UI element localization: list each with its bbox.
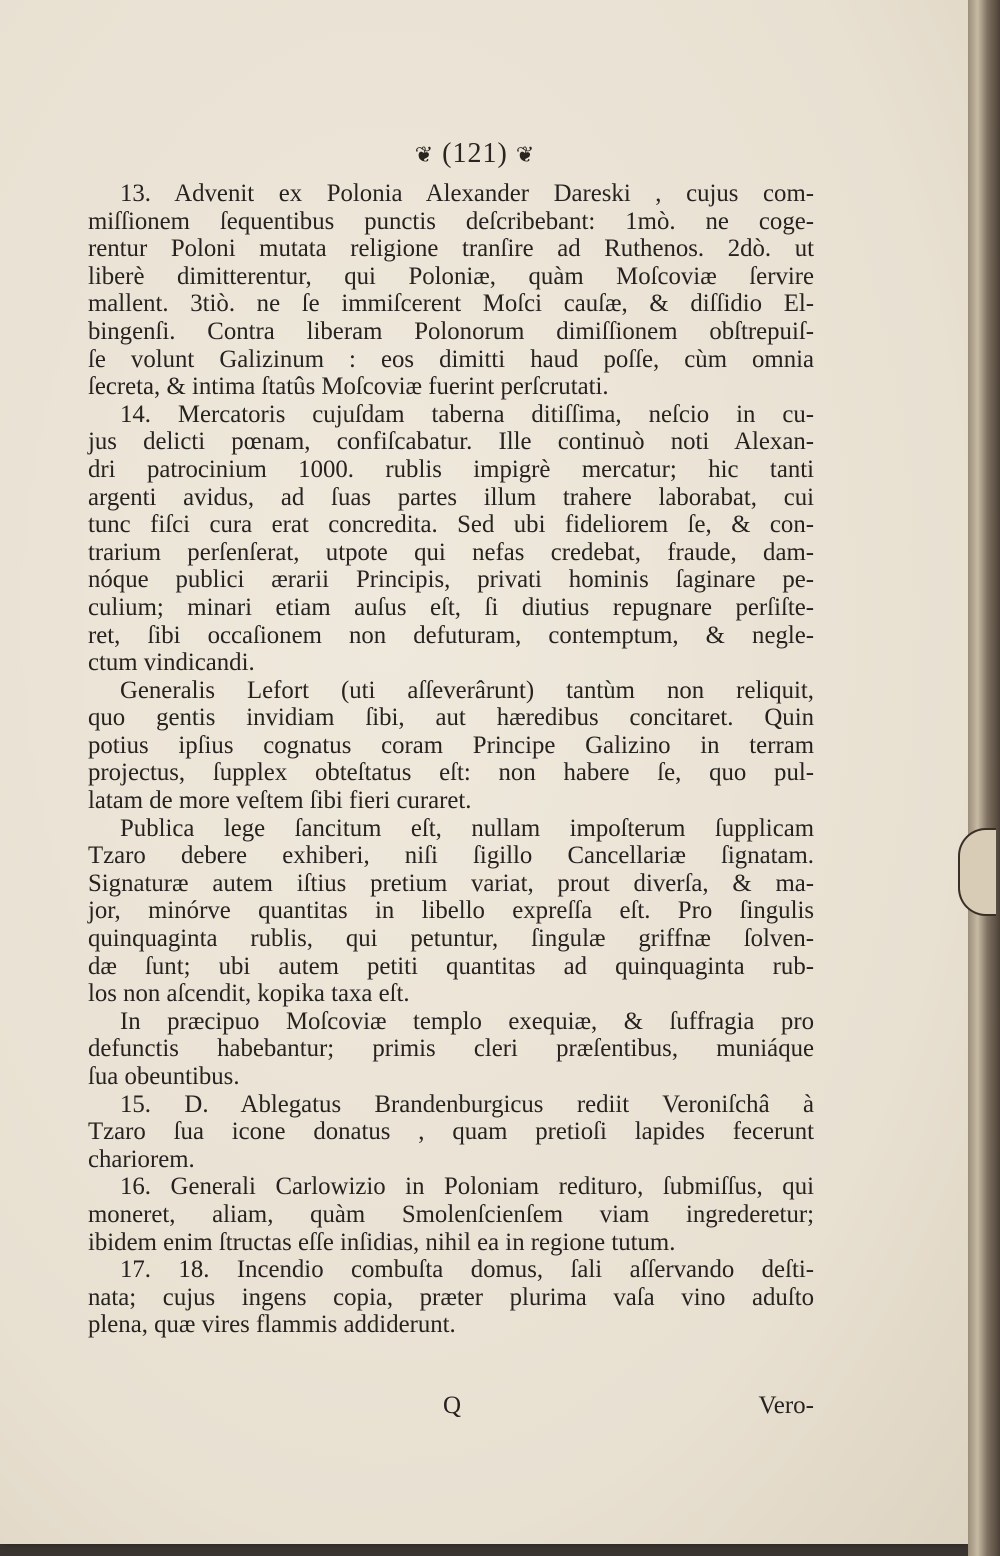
text-line: moneret, aliam, quàm Smolenſcienſem viam ingrederetur;	[88, 1200, 814, 1228]
text-line: Publica lege ſancitum eſt, nullam impoſterum ſupplicam	[120, 814, 814, 842]
text-line: 16. Generali Carlowizio in Poloniam redituro, ſubmiſſus, qui	[120, 1173, 814, 1201]
ornament-left-icon: ❦	[414, 142, 435, 167]
text-line: liberè dimitterentur, qui Poloniæ, quàm Moſcoviæ ſervire	[88, 262, 814, 290]
text-line: defunctis habebantur; primis cleri præſentibus, muniáque	[88, 1035, 814, 1063]
text-line: rentur Poloni mutata religione tranſire ad Ruthenos. 2dò. ut	[88, 235, 814, 263]
text-line: ret, ſibi occaſionem non defuturam, contemptum, & negle-	[88, 621, 814, 649]
text-line: In præcipuo Moſcoviæ templo exequiæ, & ſuffragia pro	[120, 1007, 814, 1035]
text-line: 13. Advenit ex Polonia Alexander Dareski , cujus com-	[120, 180, 814, 207]
text-line: nata; cujus ingens copia, præter plurima vaſa vino aduſto	[88, 1283, 814, 1311]
text-line: miſſionem ſequentibus punctis deſcribebant: 1mò. ne coge-	[88, 207, 814, 235]
paragraph	[88, 401, 814, 677]
body-text	[88, 180, 814, 1339]
text-line: dri patrocinium 1000. rublis impigrè mercatur; hic tanti	[88, 455, 814, 483]
paragraph	[88, 180, 814, 401]
text-line: Tzaro debere exhiberi, niſi ſigillo Cancellariæ ſignatam.	[88, 842, 814, 870]
text-line: ctum vindicandi.	[88, 649, 255, 677]
text-line: culium; minari etiam auſus eſt, ſi diutius repugnare perſiſte-	[88, 593, 814, 621]
catchword: Vero-	[758, 1392, 814, 1419]
paragraph	[88, 677, 814, 815]
text-line: nóque publici ærarii Principis, privati hominis ſaginare pe-	[88, 566, 814, 594]
clip-tab	[958, 828, 996, 916]
page-edge	[968, 0, 1000, 1556]
text-line: tunc fiſci cura erat concredita. Sed ubi fideliorem ſe, & con-	[88, 511, 814, 539]
text-line: projectus, ſupplex obteſtatus eſt: non habere ſe, quo pul-	[88, 759, 814, 787]
text-line: quo gentis invidiam ſibi, aut hæredibus concitaret. Quin	[88, 704, 814, 732]
text-line: ſecreta, & intima ſtatûs Moſcoviæ fuerint perſcrutati.	[88, 373, 609, 401]
signature-mark: Q	[443, 1392, 462, 1419]
paragraph	[88, 1091, 814, 1174]
text-line: argenti avidus, ad ſuas partes illum trahere laborabat, cui	[88, 483, 814, 511]
text-line: Signaturæ autem iſtius pretium variat, prout diverſa, & ma-	[88, 869, 814, 897]
page-footer	[88, 1392, 814, 1426]
text-line: ibidem enim ſtructas eſſe inſidias, nihil ea in regione tutum.	[88, 1228, 676, 1256]
text-line: 17. 18. Incendio combuſta domus, ſali aſſervando deſti-	[120, 1256, 814, 1284]
text-line: 14. Mercatoris cujuſdam taberna ditiſſima, neſcio in cu-	[120, 400, 814, 428]
text-line: los non aſcendit, kopika taxa eſt.	[88, 980, 410, 1008]
text-line: Tzaro ſua icone donatus , quam pretioſi lapides fecerunt	[88, 1118, 814, 1146]
text-line: ſe volunt Galizinum : eos dimitti haud poſſe, cùm omnia	[88, 345, 814, 373]
text-line: trarium perſenſerat, utpote qui nefas credebat, fraude, dam-	[88, 538, 814, 566]
text-line: latam de more veſtem ſibi fieri curaret.	[88, 787, 472, 815]
paragraph	[88, 815, 814, 1008]
page-header	[370, 138, 580, 178]
text-line: jus delicti pœnam, confiſcabatur. Ille continuò noti Alexan-	[88, 428, 814, 456]
ornament-right-icon: ❦	[515, 142, 536, 167]
paragraph	[88, 1008, 814, 1091]
text-line: mallent. 3tiò. ne ſe immiſcerent Moſci cauſæ, & diſſidio El-	[88, 290, 814, 318]
text-line: ſua obeuntibus.	[88, 1063, 240, 1090]
paragraph	[88, 1256, 814, 1339]
text-line: plena, quæ vires flammis addiderunt.	[88, 1311, 456, 1339]
text-line: dæ ſunt; ubi autem petiti quantitas ad quinquaginta rub-	[88, 952, 814, 980]
text-line: jor, minórve quantitas in libello expreſſa eſt. Pro ſingulis	[88, 897, 814, 925]
text-line: Generalis Lefort (uti aſſeverârunt) tantùm non reliquit,	[120, 676, 814, 704]
text-line: quinquaginta rublis, qui petuntur, ſingulæ griffnæ ſolven-	[88, 925, 814, 953]
text-line: chariorem.	[88, 1145, 195, 1173]
text-line: potius ipſius cognatus coram Principe Galizino in terram	[88, 731, 814, 759]
text-line: 15. D. Ablegatus Brandenburgicus rediit Veroniſchâ à	[120, 1090, 814, 1118]
page-number: (121)	[442, 138, 508, 169]
text-line: bingenſi. Contra liberam Polonorum dimiſſionem obſtrepuiſ-	[88, 317, 814, 345]
paragraph	[88, 1173, 814, 1256]
